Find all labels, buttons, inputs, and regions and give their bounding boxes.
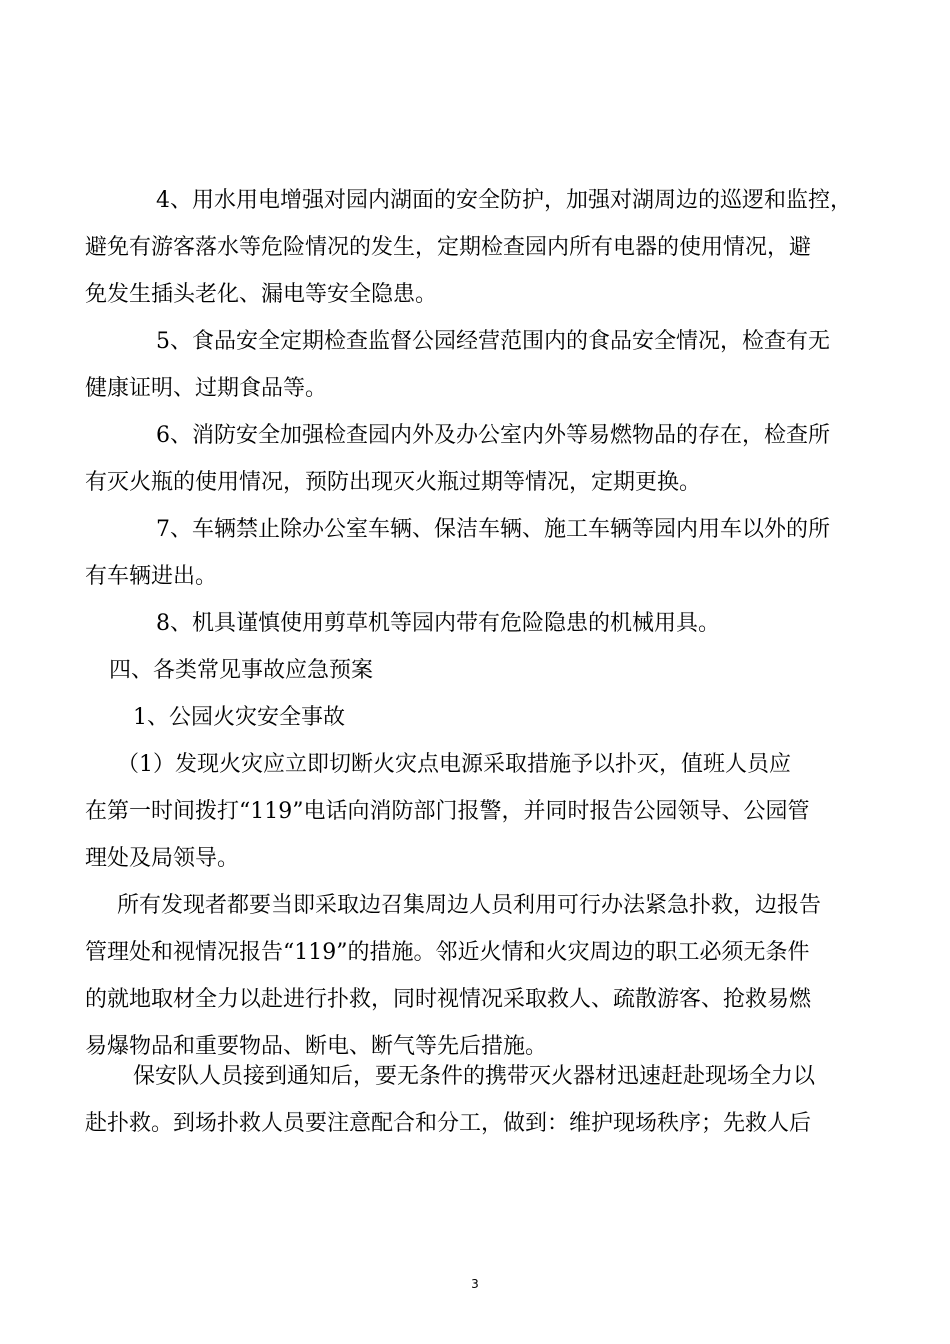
text-line: 健康证明、过期食品等。 (85, 376, 328, 401)
text-line: 有灭火瓶的使用情况，预防出现灭火瓶过期等情况，定期更换。 (85, 470, 702, 495)
page-number: 3 (471, 1277, 479, 1291)
text-line: 在第一时间拨打“119”电话向消防部门报警，并同时报告公园领导、公园管 (85, 799, 810, 824)
text-line: 7、车辆禁止除办公室车辆、保洁车辆、施工车辆等园内用车以外的所 (156, 517, 830, 542)
text-line: 赴扑救。到场扑救人员要注意配合和分工，做到：维护现场秩序；先救人后 (85, 1111, 812, 1136)
text-line: 4、用水用电增强对园内湖面的安全防护，加强对湖周边的巡逻和监控， (156, 188, 852, 213)
text-line: 保安队人员接到通知后，要无条件的携带灭火器材迅速赶赴现场全力以 (133, 1064, 816, 1089)
section-heading: 四、各类常见事故应急预案 (109, 658, 374, 683)
text-line: （1）发现火灾应立即切断火灾点电源采取措施予以扑灭，值班人员应 (117, 752, 791, 777)
text-line: 管理处和视情况报告“119”的措施。邻近火情和火灾周边的职工必须无条件 (85, 940, 810, 965)
text-line: 理处及局领导。 (85, 846, 240, 871)
text-line: 有车辆进出。 (85, 564, 218, 589)
text-line: 易爆物品和重要物品、断电、断气等先后措施。 (85, 1034, 548, 1059)
text-line: 6、消防安全加强检查园内外及办公室内外等易燃物品的存在，检查所 (156, 423, 830, 448)
text-line: 5、食品安全定期检查监督公园经营范围内的食品安全情况，检查有无 (156, 329, 830, 354)
text-line: 免发生插头老化、漏电等安全隐患。 (85, 282, 438, 307)
text-line: 所有发现者都要当即采取边召集周边人员利用可行办法紧急扑救，边报告 (117, 893, 822, 918)
subsection-heading: 1、公园火灾安全事故 (133, 705, 345, 730)
text-line: 避免有游客落水等危险情况的发生，定期检查园内所有电器的使用情况，避 (85, 235, 812, 260)
text-line: 的就地取材全力以赴进行扑救，同时视情况采取救人、疏散游客、抢救易燃 (85, 987, 812, 1012)
text-line: 8、机具谨慎使用剪草机等园内带有危险隐患的机械用具。 (156, 611, 720, 636)
